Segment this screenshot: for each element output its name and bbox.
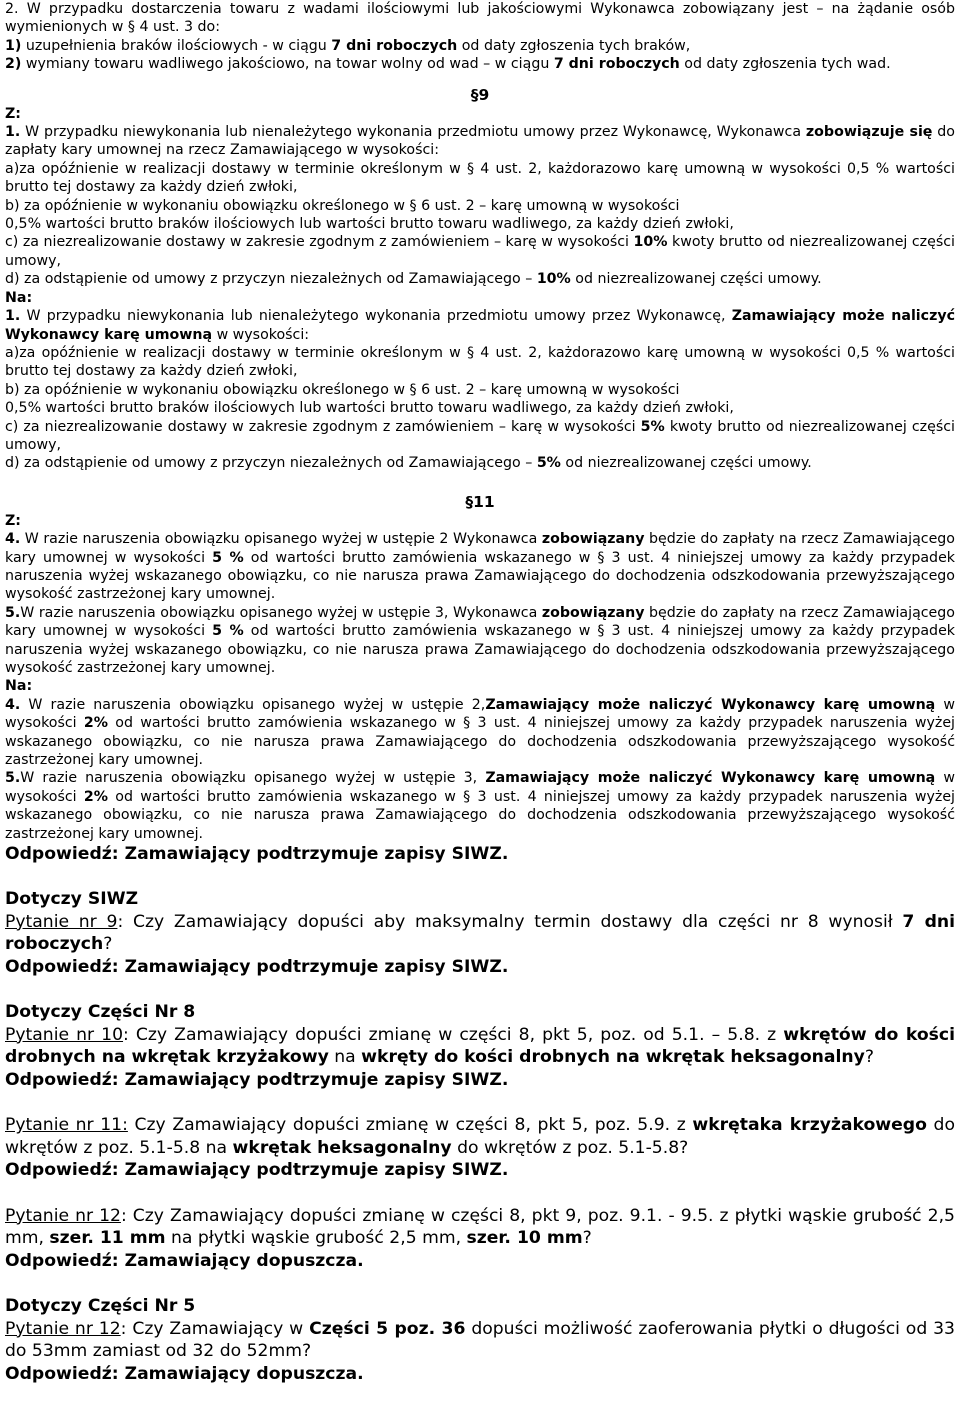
section-9-z-item-a: a)za opóźnienie w realizacji dostawy w terminie określonym w § 4 ust. 2, każdorazowo karę umowną w wysokości 0,5 % wartości brutto tej dostawy za każdy dzień zwłoki, — [5, 160, 955, 196]
delivery-defects-section — [5, 0, 955, 74]
section-9-z-label: Z: — [5, 105, 21, 122]
defects-point-2: 2) wymiany towaru wadliwego jakościowo, na towar wolny od wad – w ciągu 7 dni roboczych od daty zgłoszenia tych wad. — [5, 56, 891, 73]
defects-point-1: 1) uzupełnienia braków ilościowych - w ciągu 7 dni roboczych od daty zgłoszenia tych braków, — [5, 37, 691, 54]
section-9-z-point-1: 1. W przypadku niewykonania lub nienależytego wykonania przedmiotu umowy przez Wykonawcę, Wykonawca zobowiązuje się do zapłaty kary umownej na rzecz Zamawiającego w wysokości: — [5, 124, 955, 159]
part-8-question-11: Pytanie nr 11: Czy Zamawiający dopuści zmianę w części 8, pkt 5, poz. 5.9. z wkrętaka krzyżakowego do wkrętów z poz. 5.1-5.8 na wkrętak heksagonalny do wkrętów z poz. 5.1-5.8? — [5, 1115, 955, 1158]
section-11 — [5, 512, 955, 843]
section-9-na-point-1: 1. W przypadku niewykonania lub nienależytego wykonania przedmiotu umowy przez Wykonawcę, Zamawiający może naliczyć Wykonawcy karę umowną w wysokości: — [5, 308, 955, 343]
section-9-na-item-a: a)za opóźnienie w realizacji dostawy w terminie określonym w § 4 ust. 2, każdorazowo karę umowną w wysokości 0,5 % wartości brutto tej dostawy za każdy dzień zwłoki, — [5, 344, 955, 380]
section-11-na-point-5: 5.W razie naruszenia obowiązku opisanego wyżej w ustępie 3, Zamawiający może naliczyć Wykonawcy karę umowną w wysokości 2% od wartości brutto zamówienia wskazanego w § 3 ust. 4 niniejszej umowy za każdy przypadek naruszenia wyżej wskazanego obowiązku, co nie narusza prawa Zamawiającego do dochodzenia odszkodowania przewyższającego wysokość zastrzeżonej kary umownej. — [5, 770, 955, 842]
part-8-question-12: Pytanie nr 12: Czy Zamawiający dopuści zmianę w części 8, pkt 9, poz. 9.1. - 9.5. z płytki wąskie grubość 2,5 mm, szer. 11 mm na płytki wąskie grubość 2,5 mm, szer. 10 mm? — [5, 1205, 955, 1249]
part-8-heading: Dotyczy Części Nr 8 — [5, 1002, 196, 1023]
siwz-heading: Dotyczy SIWZ — [5, 889, 139, 910]
defects-intro: 2. W przypadku dostarczenia towaru z wadami ilościowymi lub jakościowymi Wykonawca zobowiązany jest – na żądanie osób wymienionych w § 4 ust. 3 do: — [5, 1, 955, 36]
part-5-answer: Odpowiedź: Zamawiający dopuszcza. — [5, 1363, 364, 1384]
part-8-answer-10: Odpowiedź: Zamawiający podtrzymuje zapisy SIWZ. — [5, 1070, 509, 1090]
qa-section — [5, 843, 955, 1385]
siwz-answer: Odpowiedź: Zamawiający podtrzymuje zapisy SIWZ. — [5, 957, 509, 978]
section-9-heading: §9 — [470, 85, 490, 104]
section-9-na-item-d: d) za odstąpienie od umowy z przyczyn niezależnych od Zamawiającego – 5% od niezrealizowanej części umowy. — [5, 455, 812, 472]
part-5-question-12: Pytanie nr 12: Czy Zamawiający w Części 5 poz. 36 dopuści możliwość zaoferowania płytki o długości od 33 do 53mm zamiast od 32 do 52mm? — [5, 1318, 955, 1362]
part-8-answer-12: Odpowiedź: Zamawiający dopuszcza. — [5, 1250, 364, 1271]
section-9-z-item-c: c) za niezrealizowanie dostawy w zakresie zgodnym z zamówieniem – karę w wysokości 10% kwoty brutto od niezrealizowanej części umowy, — [5, 234, 955, 269]
section-9-z-item-b: b) za opóźnienie w wykonaniu obowiązku określonego w § 6 ust. 2 – karę umowną w wysokości — [5, 197, 680, 214]
siwz-question-9: Pytanie nr 9: Czy Zamawiający dopuści aby maksymalny termin dostawy dla części nr 8 wynosił 7 dni roboczych? — [5, 911, 956, 955]
section-9-na-item-b-cont: 0,5% wartości brutto braków ilościowych lub wartości brutto towaru wadliwego, za każdy dzień zwłoki, — [5, 400, 734, 417]
section-9-z-item-b-cont: 0,5% wartości brutto braków ilościowych lub wartości brutto towaru wadliwego, za każdy dzień zwłoki, — [5, 216, 734, 233]
section-11-z-point-5: 5.W razie naruszenia obowiązku opisanego wyżej w ustępie 3, Wykonawca zobowiązany będzie do zapłaty na rzecz Zamawiającego kary umownej w wysokości 5 % od wartości brutto zamówienia wskazanego w § 3 ust. 4 niniejszej umowy za każdy przypadek naruszenia wyżej wskazanego obowiązku, co nie narusza prawa Zamawiającego do dochodzenia odszkodowania przewyższającego wysokość zastrzeżonej kary umownej. — [5, 604, 956, 676]
section-11-heading: §11 — [465, 492, 495, 511]
section-9-z-item-d: d) za odstąpienie od umowy z przyczyn niezależnych od Zamawiającego – 10% od niezrealizowanej części umowy. — [5, 271, 822, 288]
section-11-z-label: Z: — [5, 512, 21, 529]
section-9 — [5, 105, 955, 473]
section-11-z-point-4: 4. W razie naruszenia obowiązku opisanego wyżej w ustępie 2 Wykonawca zobowiązany będzie do zapłaty na rzecz Zamawiającego kary umownej w wysokości 5 % od wartości brutto zamówienia wskazanego w § 3 ust. 4 niniejszej umowy za każdy przypadek naruszenia wyżej wskazanego obowiązku, co nie narusza prawa Zamawiającego do dochodzenia odszkodowania przewyższającego wysokość zastrzeżonej kary umownej. — [5, 531, 956, 603]
section-11-na-label: Na: — [5, 678, 33, 695]
section-11-na-point-4: 4. W razie naruszenia obowiązku opisanego wyżej w ustępie 2,Zamawiający może naliczyć Wykonawcy karę umowną w wysokości 2% od wartości brutto zamówienia wskazanego w § 3 ust. 4 niniejszej umowy za każdy przypadek naruszenia wyżej wskazanego obowiązku, co nie narusza prawa Zamawiającego do dochodzenia odszkodowania przewyższającego wysokość zastrzeżonej kary umownej. — [5, 696, 955, 769]
section-11-answer: Odpowiedź: Zamawiający podtrzymuje zapisy SIWZ. — [5, 844, 509, 865]
part-8-answer-11: Odpowiedź: Zamawiający podtrzymuje zapisy SIWZ. — [5, 1160, 509, 1181]
section-9-na-item-b: b) za opóźnienie w wykonaniu obowiązku określonego w § 6 ust. 2 – karę umowną w wysokości — [5, 381, 680, 398]
section-9-na-item-c: c) za niezrealizowanie dostawy w zakresie zgodnym z zamówieniem – karę w wysokości 5% kwoty brutto od niezrealizowanej części umowy, — [5, 418, 955, 453]
document-page — [5, 0, 955, 1385]
section-9-na-label: Na: — [5, 289, 33, 306]
part-5-heading: Dotyczy Części Nr 5 — [5, 1295, 196, 1316]
part-8-question-10: Pytanie nr 10: Czy Zamawiający dopuści zmianę w części 8, pkt 5, poz. od 5.1. – 5.8. z wkrętów do kości drobnych na wkrętak krzyżakowy na wkręty do kości drobnych na wkrętak heksagonalny? — [5, 1024, 955, 1068]
